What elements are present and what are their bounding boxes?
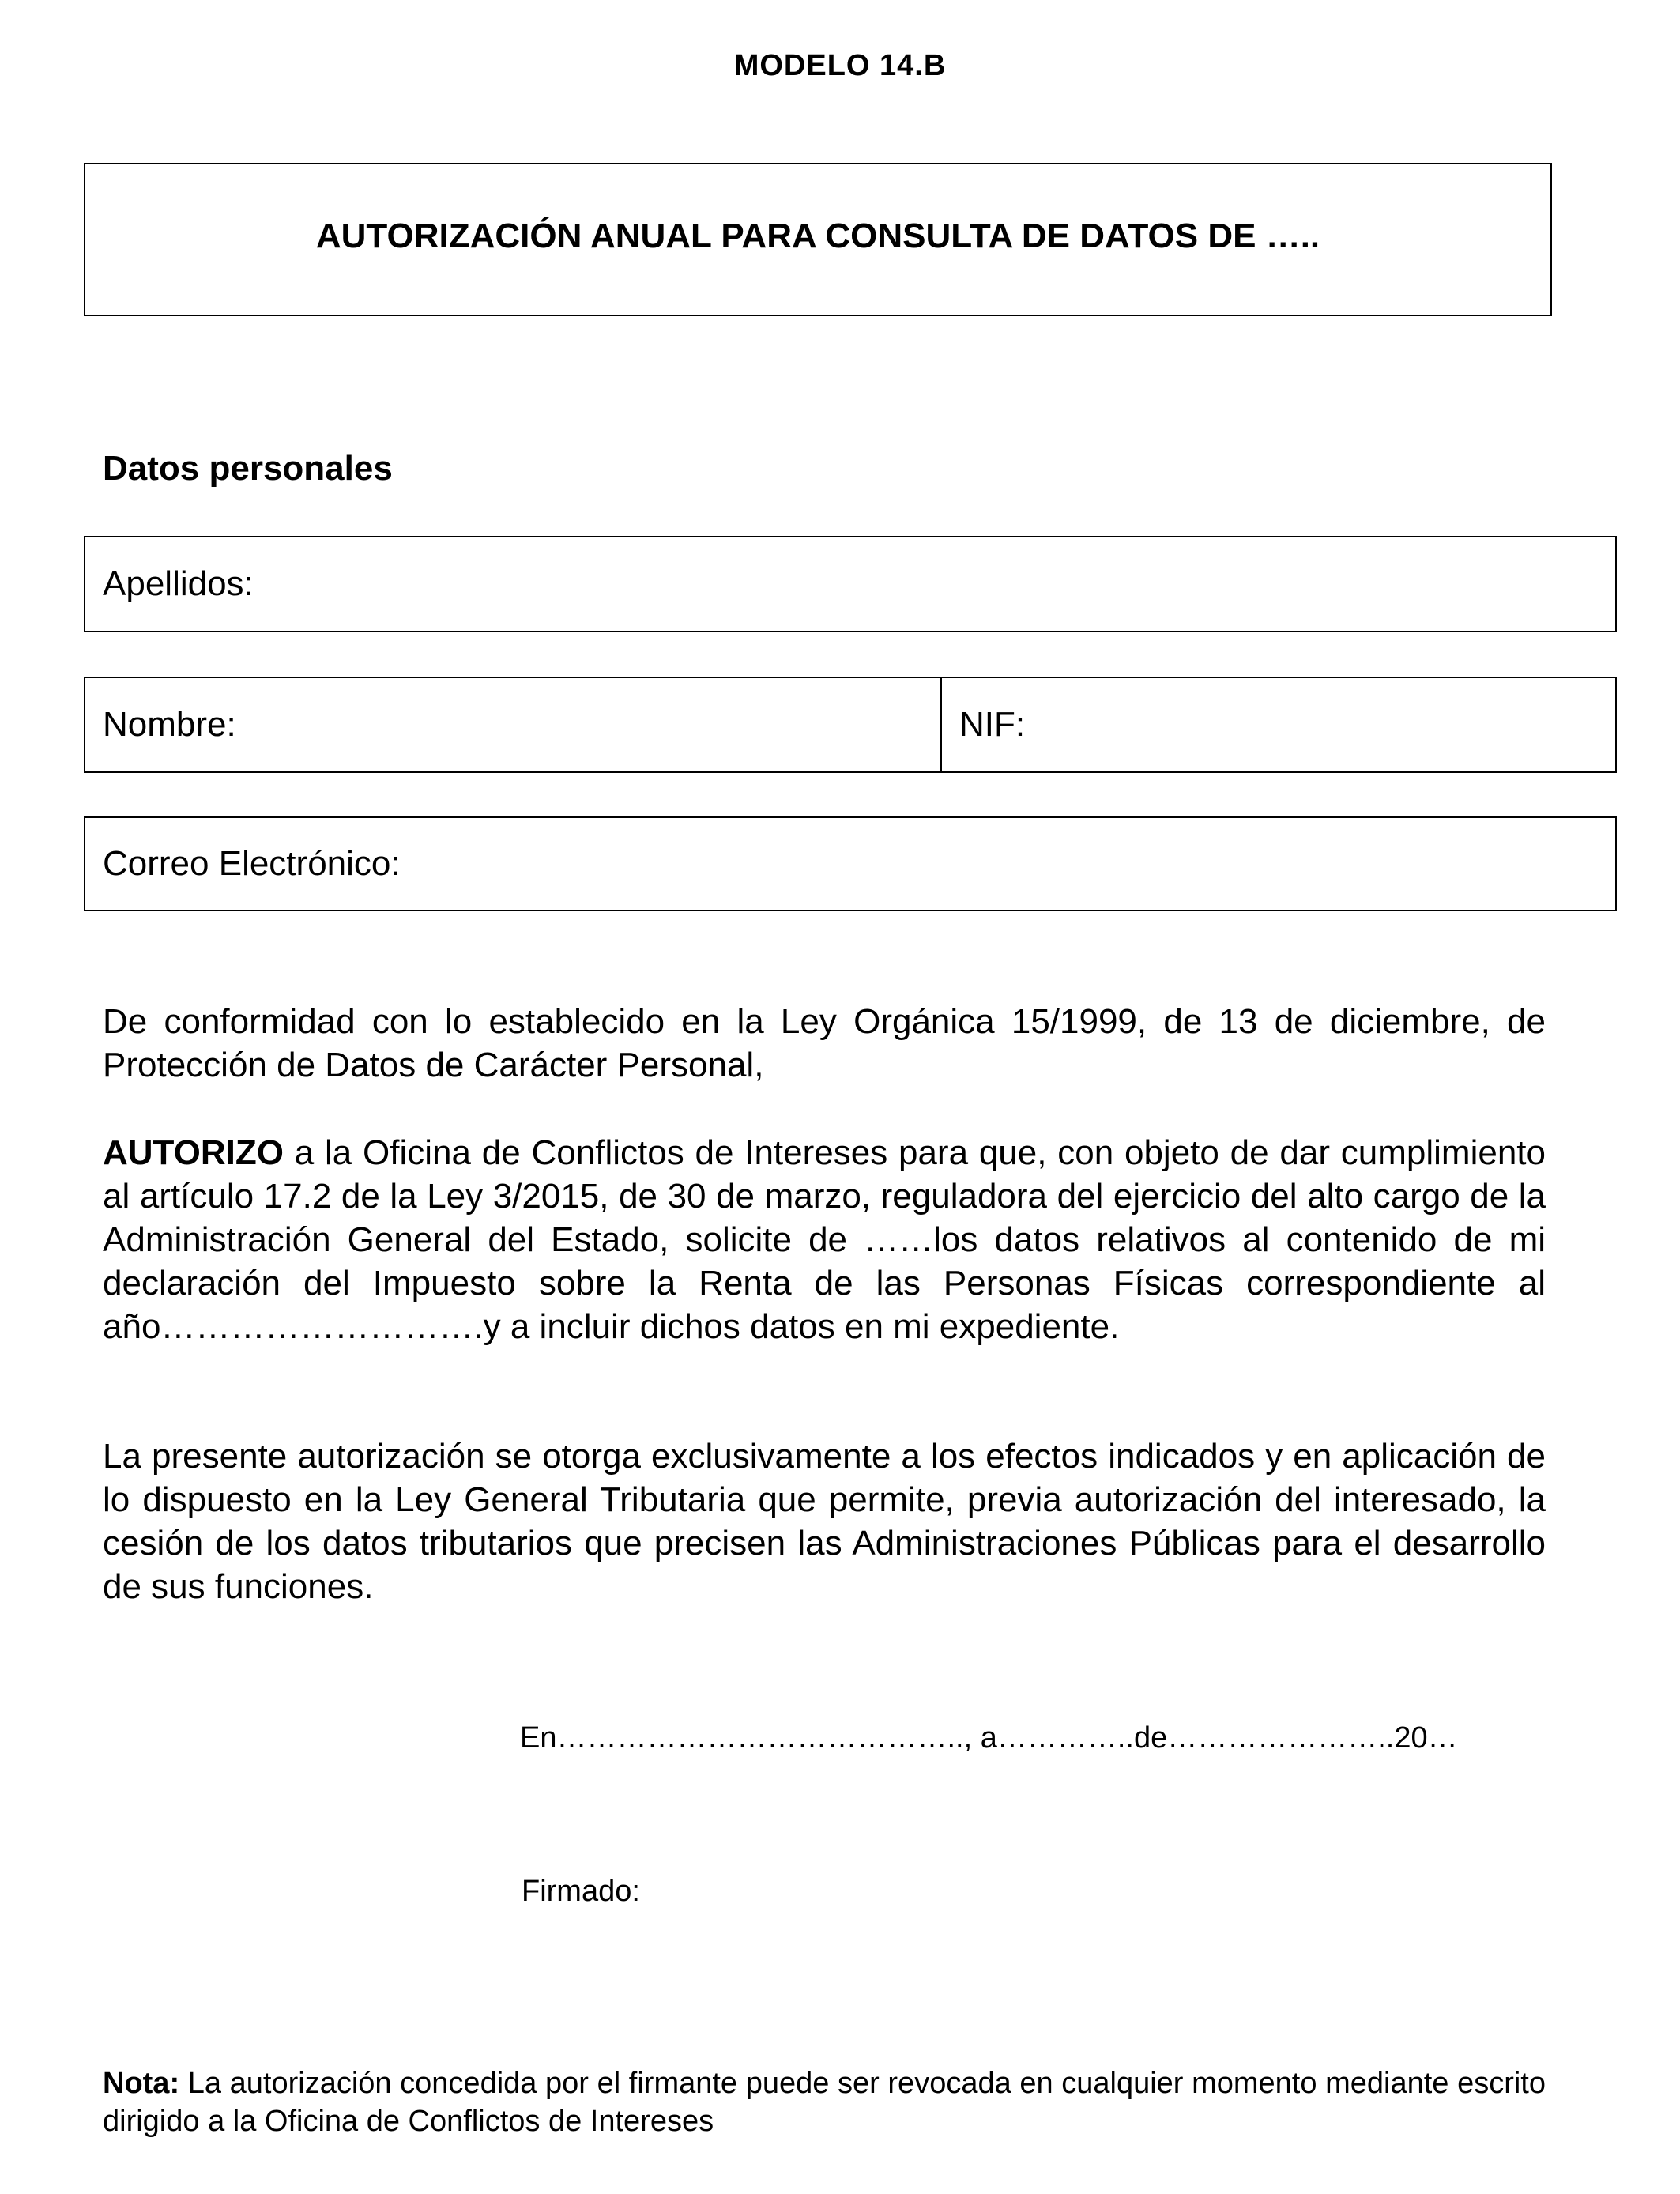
section-heading: Datos personales — [103, 449, 393, 488]
correo-field[interactable] — [84, 816, 1617, 911]
nif-field[interactable] — [942, 678, 1615, 771]
nombre-nif-row — [84, 677, 1617, 773]
form-title: AUTORIZACIÓN ANUAL PARA CONSULTA DE DATOS DE ….. — [315, 217, 1320, 255]
model-code: MODELO 14.B — [733, 49, 947, 82]
note-label: Nota: — [103, 2067, 180, 2100]
paragraph-scope: La presente autorización se otorga exclusivamente a los efectos indicados y en aplicación de lo dispuesto en la Ley General Tributaria que permite, previa autorización del interesado, la cesión de los datos tributarios que precisen las Administraciones Públicas para el desarrollo de sus funciones. — [103, 1437, 1546, 1606]
authorization-keyword: AUTORIZO — [103, 1133, 284, 1172]
nombre-label: Nombre: — [103, 705, 236, 744]
nif-label: NIF: — [959, 705, 1026, 744]
paragraph-legal-basis: De conformidad con lo establecido en la Ley Orgánica 15/1999, de 13 de diciembre, de Protección de Datos de Carácter Personal, — [103, 1002, 1546, 1084]
apellidos-label: Apellidos: — [103, 564, 254, 603]
date-place-line: En………………………………….., a…………..de…………………..20… — [520, 1721, 1458, 1755]
apellidos-field[interactable] — [84, 536, 1617, 632]
note — [103, 2064, 1546, 2140]
note-text: La autorización concedida por el firmante puede ser revocada en cualquier momento mediante escrito dirigido a la Oficina de Conflictos de Intereses — [103, 2067, 1546, 2138]
paragraph-authorization — [103, 1131, 1546, 1348]
signature-label: Firmado: — [522, 1875, 640, 1908]
correo-label: Correo Electrónico: — [103, 844, 401, 883]
nombre-field[interactable] — [85, 678, 942, 771]
title-box — [84, 163, 1552, 316]
authorization-text: a la Oficina de Conflictos de Intereses para que, con objeto de dar cumplimiento al artículo 17.2 de la Ley 3/2015, de 30 de marzo, reguladora del ejercicio del alto cargo de la Administración General del Estado, solicite de ……los datos relativos al contenido de mi declaración del Impuesto sobre la Renta de las Personas Físicas correspondiente al año……………………….y a incluir dichos datos en mi expediente. — [103, 1133, 1546, 1346]
